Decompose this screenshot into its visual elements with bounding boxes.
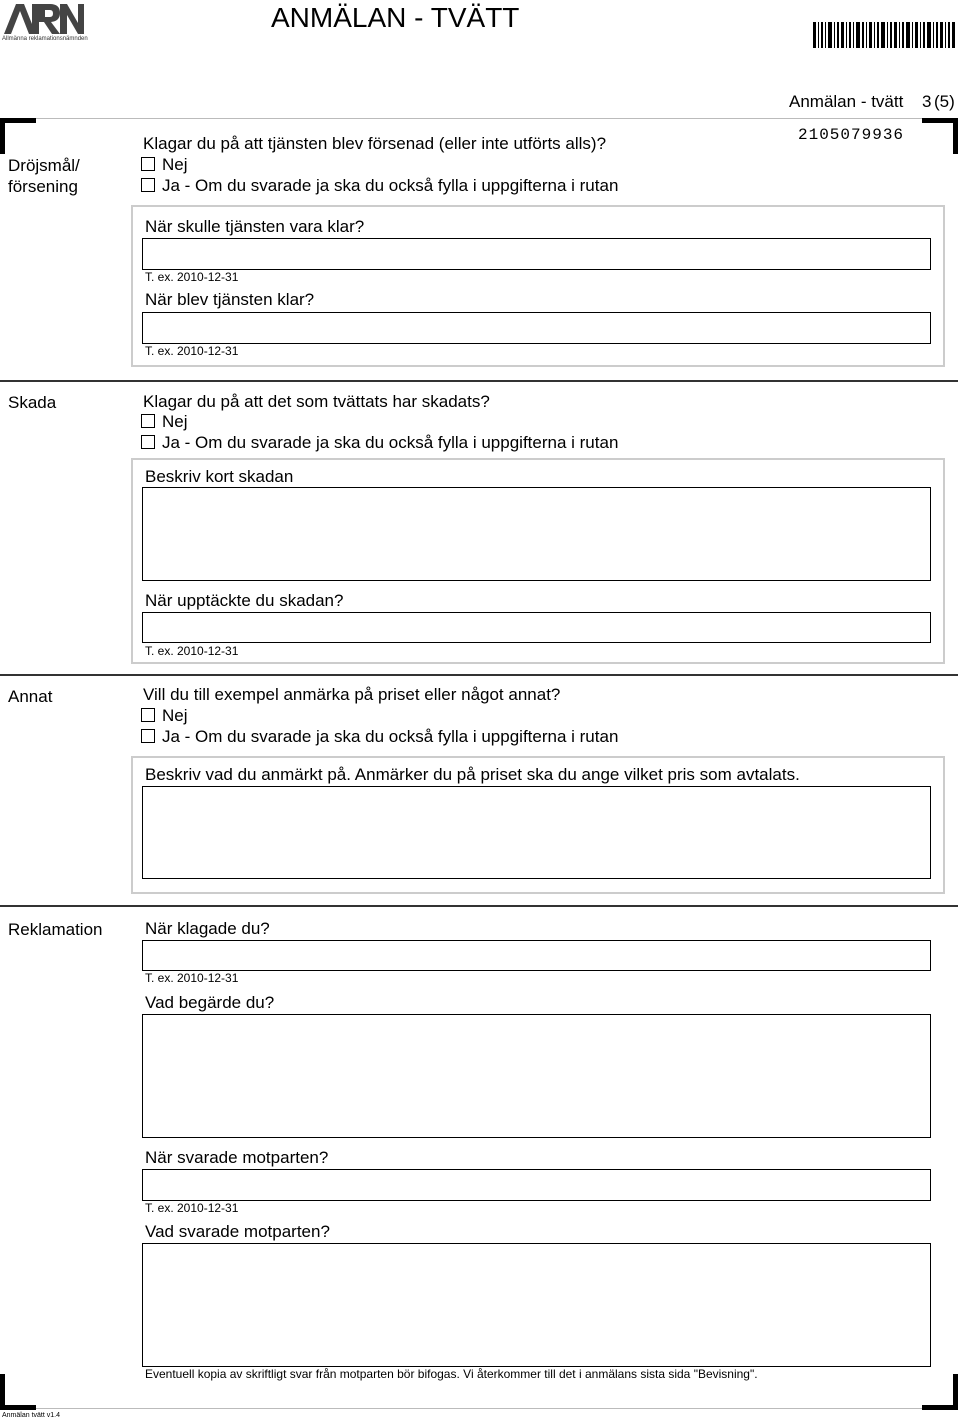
annat-yes-label: Ja - Om du svarade ja ska du också fylla i uppgifterna i rutan [162,727,619,746]
annat-description-field[interactable] [142,786,931,879]
reklamation-note: Eventuell kopia av skriftligt svar från motparten bör bifogas. Vi återkommer till det i anmälans sista sida "Bevisning". [145,1367,758,1381]
drojsmal-hint1: T. ex. 2010-12-31 [145,270,239,284]
footer-version: Anmälan tvätt v1.4 [2,1412,60,1419]
skada-yes-checkbox[interactable] [141,435,155,449]
drojsmal-q1-label: När skulle tjänsten vara klar? [145,217,365,236]
drojsmal-no-checkbox[interactable] [141,157,155,171]
skada-yes-label: Ja - Om du svarade ja ska du också fylla i uppgifterna i rutan [162,433,619,452]
reklamation-request-field[interactable] [142,1014,931,1138]
section-label-skada: Skada [8,393,57,412]
annat-yes-checkbox[interactable] [141,729,155,743]
reklamation-reply-date-field[interactable] [142,1169,931,1201]
drojsmal-yes-label: Ja - Om du svarade ja ska du också fylla i uppgifterna i rutan [162,176,619,195]
drojsmal-no-label: Nej [162,155,188,174]
drojsmal-question: Klagar du på att tjänsten blev försenad (eller inte utförts alls)? [143,134,607,153]
corner-mark-top-right-v [953,118,958,154]
page-title: ANMÄLAN - TVÄTT [271,2,520,33]
skada-q1-label: Beskriv kort skadan [145,467,294,486]
corner-mark-top-left [0,118,36,123]
reklamation-q4-label: Vad svarade motparten? [145,1222,330,1241]
section-label-drojsmal: Dröjsmål/ försening [8,156,80,196]
reklamation-hint1: T. ex. 2010-12-31 [145,971,239,985]
page-total: (5) [934,92,955,111]
drojsmal-planned-date-field[interactable] [142,238,931,270]
skada-no-label: Nej [162,412,188,431]
reklamation-reply-field[interactable] [142,1243,931,1367]
form-id: 2105079936 [798,126,905,144]
page-number: 3 [922,92,932,111]
drojsmal-hint2: T. ex. 2010-12-31 [145,344,239,358]
page-label: Anmälan - tvätt [789,92,904,111]
reklamation-q2-label: Vad begärde du? [145,993,275,1012]
section-divider [0,674,958,676]
reklamation-q1-label: När klagade du? [145,919,270,938]
logo-subtitle: Allmänna reklamationsnämnden [2,36,88,42]
barcode [813,22,955,48]
annat-no-label: Nej [162,706,188,725]
skada-q2-label: När upptäckte du skadan? [145,591,344,610]
corner-mark-top-left-v [0,118,5,154]
section-label-reklamation: Reklamation [8,920,103,939]
reklamation-hint3: T. ex. 2010-12-31 [145,1201,239,1215]
drojsmal-yes-checkbox[interactable] [141,178,155,192]
skada-hint2: T. ex. 2010-12-31 [145,644,239,658]
annat-q1-label: Beskriv vad du anmärkt på. Anmärker du på priset ska du ange vilket pris som avtalats. [145,765,800,784]
section-label-annat: Annat [8,687,53,706]
reklamation-q3-label: När svarade motparten? [145,1148,329,1167]
bottom-rule [36,1408,922,1409]
skada-description-field[interactable] [142,487,931,581]
corner-mark-bottom-left-v [0,1374,5,1410]
section-divider [0,905,958,907]
corner-mark-bottom-right-v [953,1374,958,1410]
skada-discovered-date-field[interactable] [142,612,931,643]
corner-mark-bottom-left [0,1405,36,1410]
reklamation-complaint-date-field[interactable] [142,940,931,971]
skada-question: Klagar du på att det som tvättats har skadats? [143,392,490,411]
top-rule [36,118,922,119]
annat-question: Vill du till exempel anmärka på priset eller något annat? [143,685,561,704]
drojsmal-actual-date-field[interactable] [142,312,931,344]
skada-no-checkbox[interactable] [141,414,155,428]
annat-no-checkbox[interactable] [141,708,155,722]
section-divider [0,380,958,382]
drojsmal-q2-label: När blev tjänsten klar? [145,290,315,309]
